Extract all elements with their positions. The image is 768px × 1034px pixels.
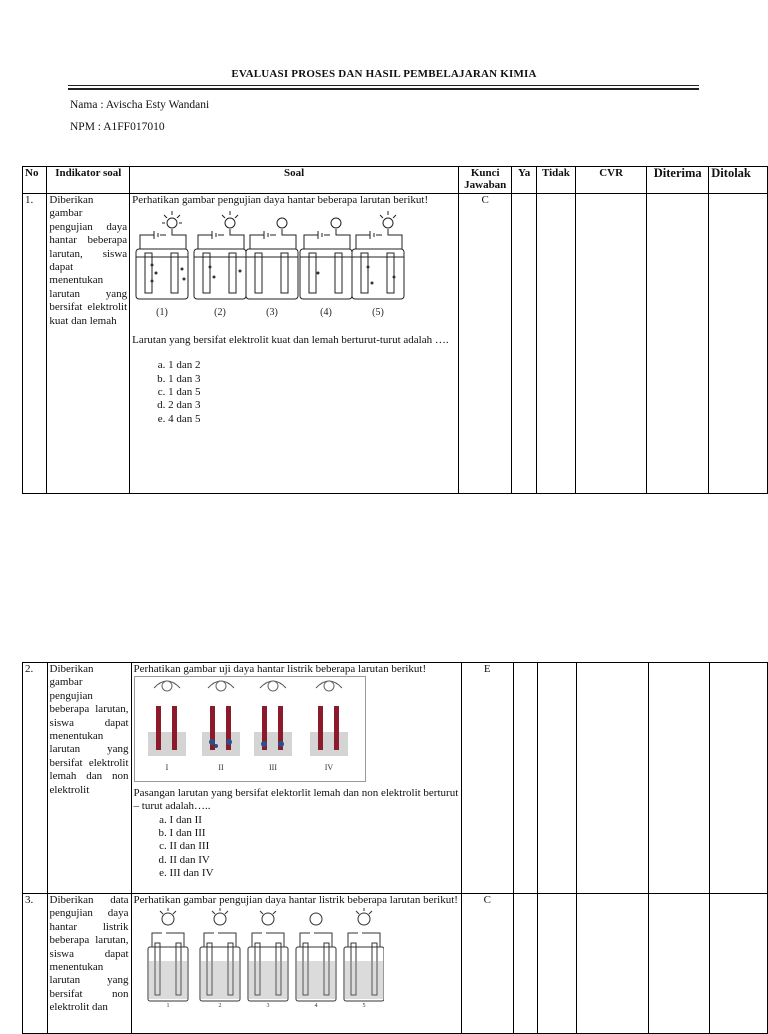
soal-cell: [131, 894, 461, 1034]
ditolak-cell[interactable]: [710, 663, 768, 894]
ya-cell[interactable]: [513, 894, 537, 1034]
soal-intro: Perhatikan gambar uji daya hantar listrik beberapa larutan berikut!: [133, 663, 427, 675]
evaluation-table-1: [22, 166, 768, 494]
figure-label: (2): [214, 307, 226, 319]
figure-label: I: [165, 763, 168, 773]
soal-question: Larutan yang bersifat elektrolit kuat dan lemah berturut-turut adalah ….: [132, 333, 449, 346]
tidak-cell[interactable]: [536, 194, 575, 494]
question-number: 1.: [23, 194, 47, 494]
header-no: No: [23, 167, 47, 194]
tidak-cell[interactable]: [538, 663, 577, 894]
header-tidak: Tidak: [536, 167, 575, 194]
header-ya: Ya: [512, 167, 536, 194]
header-diterima: Diterima: [647, 167, 709, 194]
answer-options: [134, 814, 459, 881]
figure-label: IV: [324, 763, 333, 773]
figure-label: II: [217, 763, 224, 773]
header-row: [23, 167, 768, 194]
figure-label: (1): [156, 307, 168, 319]
figure-label: (5): [372, 307, 384, 319]
indikator-text: Diberikan gambar pengujian daya hantar beberapa larutan, siswa dapat menentukan larutan yang bersifat elektrolit kuat dan lemah: [47, 194, 130, 494]
answer-key: E: [461, 663, 513, 894]
cvr-cell[interactable]: [576, 663, 648, 894]
header-ditolak: Ditolak: [709, 167, 768, 194]
document-title: EVALUASI PROSES DAN HASIL PEMBELAJARAN KIMIA: [231, 68, 537, 80]
soal-intro: Perhatikan gambar pengujian daya hantar beberapa larutan berikut!: [132, 194, 429, 206]
figure-label: 5: [362, 1003, 366, 1008]
question-row-1: [23, 194, 768, 494]
option-b: b. I dan III: [170, 827, 459, 840]
option-b: b. 1 dan 3: [168, 373, 456, 386]
header-kunci: Kunci Jawaban: [459, 167, 512, 194]
figure-label: (4): [320, 307, 332, 319]
indikator-text: Diberikan gambar pengujian beberapa larutan, siswa dapat menentukan larutan yang bersifat elektrolit lemah dan non elektrolit: [47, 663, 131, 894]
question-row-3: [23, 894, 768, 1034]
soal-question: Pasangan larutan yang bersifat elektorlit lemah dan non elektrolit berturut – turut adalah…..: [133, 786, 459, 813]
option-a: a. I dan II: [170, 814, 459, 827]
cvr-cell[interactable]: [576, 194, 647, 494]
header-soal: Soal: [130, 167, 459, 194]
title-rule-thick: [68, 88, 699, 90]
soal-intro: Perhatikan gambar pengujian daya hantar listrik beberapa larutan berikut!: [133, 894, 458, 906]
diterima-cell[interactable]: [647, 194, 709, 494]
ditolak-cell[interactable]: [709, 194, 768, 494]
soal-cell: [130, 194, 459, 494]
soal-cell: [131, 663, 461, 894]
ditolak-cell[interactable]: [710, 894, 768, 1034]
figure-label: 2: [218, 1003, 222, 1008]
student-npm: NPM : A1FF017010: [70, 121, 165, 133]
conductivity-figure-3: [134, 907, 384, 1007]
figure-label: III: [268, 763, 277, 773]
conductivity-figure-2: [134, 676, 366, 782]
option-e: e. III dan IV: [170, 867, 459, 880]
tidak-cell[interactable]: [538, 894, 577, 1034]
figure-label: 3: [266, 1003, 270, 1008]
ya-cell[interactable]: [513, 663, 537, 894]
figure-label: 1: [166, 1003, 170, 1008]
option-c: c. 1 dan 5: [168, 386, 456, 399]
cvr-cell[interactable]: [576, 894, 648, 1034]
answer-options: [132, 359, 456, 426]
ya-cell[interactable]: [512, 194, 536, 494]
option-d: d. II dan IV: [170, 854, 459, 867]
question-number: 3.: [23, 894, 48, 1034]
figure-label: (3): [266, 307, 278, 319]
diterima-cell[interactable]: [649, 663, 710, 894]
header-indikator: Indikator soal: [47, 167, 130, 194]
option-e: e. 4 dan 5: [168, 413, 456, 426]
evaluation-table-2: [22, 662, 768, 1034]
title-rule: [68, 85, 699, 86]
question-number: 2.: [23, 663, 48, 894]
header-cvr: CVR: [576, 167, 647, 194]
question-row-2: [23, 663, 768, 894]
option-c: c. II dan III: [170, 840, 459, 853]
answer-key: C: [459, 194, 512, 494]
student-name: Nama : Avischa Esty Wandani: [70, 99, 210, 111]
conductivity-figure-1: [132, 207, 412, 329]
option-a: a. 1 dan 2: [168, 359, 456, 372]
figure-label: 4: [314, 1003, 318, 1008]
option-d: d. 2 dan 3: [168, 399, 456, 412]
diterima-cell[interactable]: [649, 894, 710, 1034]
answer-key: C: [461, 894, 513, 1034]
indikator-text: Diberikan data pengujian daya hantar listrik beberapa larutan, siswa dapat menentukan larutan yang bersifat non elektrolit dan: [47, 894, 131, 1034]
